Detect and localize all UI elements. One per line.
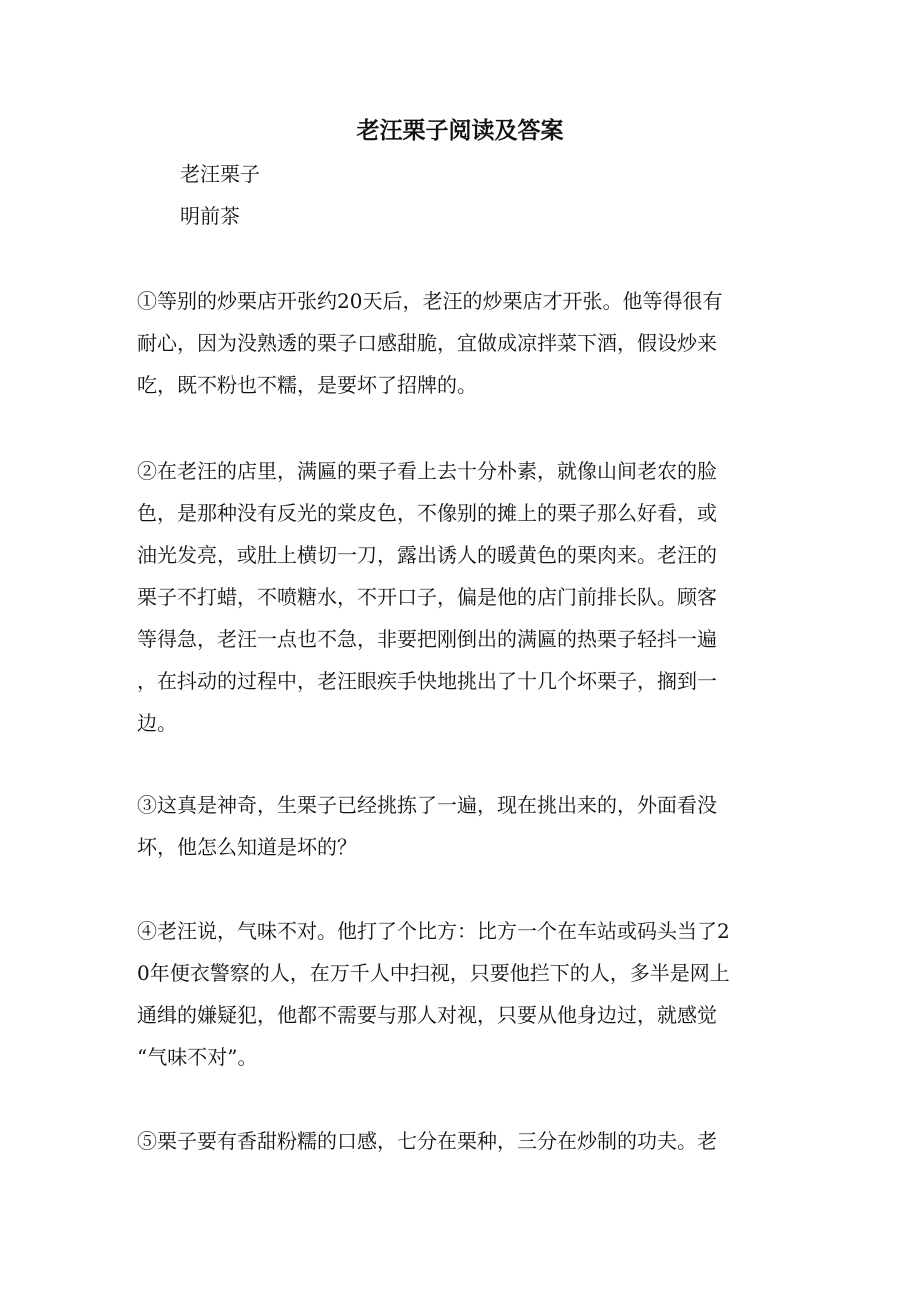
paragraph-line: 栗子不打蜡，不喷糖水，不开口子，偏是他的店门前排长队。顾客 bbox=[137, 585, 717, 609]
paragraph-line: 边。 bbox=[137, 711, 177, 735]
paragraph-line: ③这真是神奇，生栗子已经挑拣了一遍，现在挑出来的，外面看没 bbox=[137, 793, 717, 817]
paragraph-5 bbox=[137, 1120, 787, 1162]
paragraph-3 bbox=[137, 784, 787, 868]
paragraph-line: “气味不对”。 bbox=[137, 1045, 258, 1069]
paragraph-line: 等得急，老汪一点也不急，非要把刚倒出的满匾的热栗子轻抖一遍 bbox=[137, 627, 717, 651]
paragraph-line: 色，是那种没有反光的棠皮色，不像别的摊上的栗子那么好看，或 bbox=[137, 501, 717, 525]
paragraph-line: ①等别的炒栗店开张约20天后，老汪的炒栗店才开张。他等得很有 bbox=[137, 289, 723, 313]
paragraph-1 bbox=[137, 280, 787, 406]
paragraph-line: 耐心，因为没熟透的栗子口感甜脆，宜做成凉拌菜下酒，假设炒来 bbox=[137, 331, 717, 355]
paragraph-line: ②在老汪的店里，满匾的栗子看上去十分朴素，就像山间老农的脸 bbox=[137, 459, 717, 483]
paragraph-line: 坏，他怎么知道是坏的？ bbox=[137, 835, 357, 859]
paragraph-line: 通缉的嫌疑犯，他都不需要与那人对视，只要从他身边过，就感觉 bbox=[137, 1003, 717, 1027]
paragraph-line: ，在抖动的过程中，老汪眼疾手快地挑出了十几个坏栗子，搁到一 bbox=[137, 669, 717, 693]
paragraph-4 bbox=[137, 910, 787, 1078]
paragraph-line: ④老汪说，气味不对。他打了个比方：比方一个在车站或码头当了2 bbox=[137, 919, 730, 943]
paragraph-2 bbox=[137, 450, 787, 744]
paragraph-line: 吃，既不粉也不糯，是要坏了招牌的。 bbox=[137, 373, 477, 397]
article-subtitle: 老汪栗子 bbox=[180, 162, 260, 186]
article-author: 明前茶 bbox=[180, 204, 240, 228]
paragraph-line: 0年便衣警察的人，在万千人中扫视，只要他拦下的人，多半是网上 bbox=[137, 961, 730, 985]
document-title: 老汪栗子阅读及答案 bbox=[356, 118, 564, 144]
paragraph-line: ⑤栗子要有香甜粉糯的口感，七分在栗种，三分在炒制的功夫。老 bbox=[137, 1129, 717, 1153]
paragraph-line: 油光发亮，或肚上横切一刀，露出诱人的暖黄色的栗肉来。老汪的 bbox=[137, 543, 717, 567]
